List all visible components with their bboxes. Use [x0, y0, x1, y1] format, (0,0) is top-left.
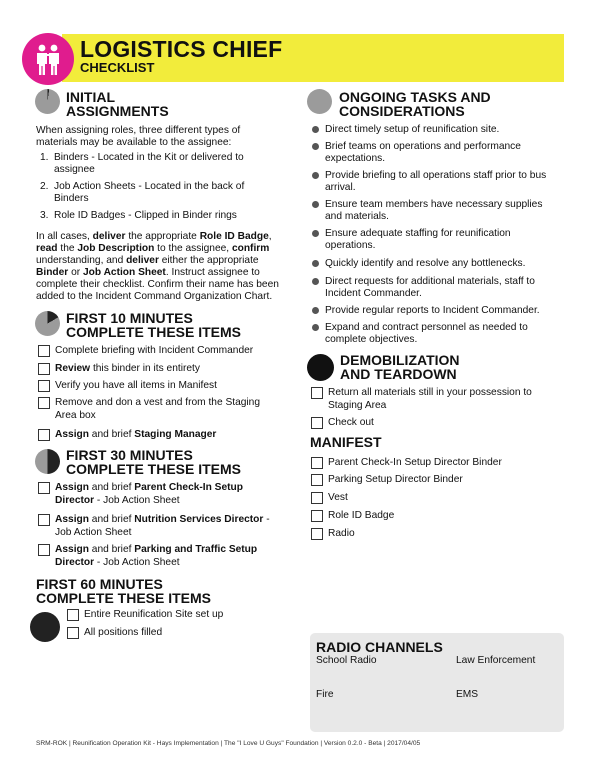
page-title: LOGISTICS CHIEF — [80, 36, 283, 62]
checkbox[interactable] — [38, 380, 50, 392]
fire-label: Fire — [316, 689, 334, 700]
checkbox[interactable] — [38, 429, 50, 441]
list-item: 2. Job Action Sheets - Located in the back of Binders — [40, 181, 245, 204]
first30-title: FIRST 30 MINUTES COMPLETE THESE ITEMS — [66, 447, 242, 477]
first60-title: FIRST 60 MINUTES COMPLETE THESE ITEMS — [36, 576, 212, 606]
checkbox[interactable] — [38, 514, 50, 526]
checkbox[interactable] — [311, 510, 323, 522]
manifest-title: MANIFEST — [310, 434, 382, 450]
checkbox[interactable] — [67, 627, 79, 639]
checkbox[interactable] — [311, 417, 323, 429]
family-icon — [22, 33, 74, 85]
checkbox[interactable] — [38, 397, 50, 409]
checkbox[interactable] — [38, 345, 50, 357]
radio-title: RADIO CHANNELS — [316, 639, 443, 655]
checkbox[interactable] — [38, 363, 50, 375]
demob-title: DEMOBILIZATION AND TEARDOWN — [340, 352, 460, 382]
checkbox[interactable] — [311, 492, 323, 504]
checkbox[interactable] — [311, 457, 323, 469]
checkbox[interactable] — [311, 474, 323, 486]
ongoing-title: ONGOING TASKS AND CONSIDERATIONS — [339, 89, 491, 119]
page-subtitle: CHECKLIST — [80, 60, 155, 75]
initial-instructions: In all cases, deliver the appropriate Role ID Badge, read the Job Description to the assignee, confirm understanding, and deliver either the appropriate Binder or Job Action Sheet. Instruct assignee to complete their checklist. Confirm their name has been added to the Incident Command Organization Chart. — [36, 231, 279, 302]
checkbox[interactable] — [67, 609, 79, 621]
list-item: 1. Binders - Located in the Kit or delivered to assignee — [40, 152, 244, 175]
clock-30-icon — [35, 449, 60, 474]
clock-demob-icon — [307, 354, 334, 381]
law-enforcement-label: Law Enforcement — [456, 655, 536, 666]
checkbox[interactable] — [311, 528, 323, 540]
checkbox[interactable] — [38, 544, 50, 556]
footer: SRM-ROK | Reunification Operation Kit - Hays Implementation | The "I Love U Guys" Foundation | Version 0.2.0 - Beta | 2017/04/05 — [36, 740, 421, 747]
clock-0-icon — [35, 89, 60, 114]
school-radio-label: School Radio — [316, 655, 377, 666]
clock-60-icon — [30, 612, 60, 642]
first10-title: FIRST 10 MINUTES COMPLETE THESE ITEMS — [66, 310, 242, 340]
initial-title: INITIAL ASSIGNMENTS — [66, 89, 169, 119]
clock-10-icon — [35, 311, 60, 336]
ems-label: EMS — [456, 689, 479, 700]
initial-intro: When assigning roles, three different types of materials may be available to the assignee: — [36, 125, 241, 148]
list-item: 3. Role ID Badges - Clipped in Binder rings — [40, 210, 237, 221]
checkbox[interactable] — [311, 387, 323, 399]
clock-ongoing-icon — [307, 89, 332, 114]
checkbox[interactable] — [38, 482, 50, 494]
